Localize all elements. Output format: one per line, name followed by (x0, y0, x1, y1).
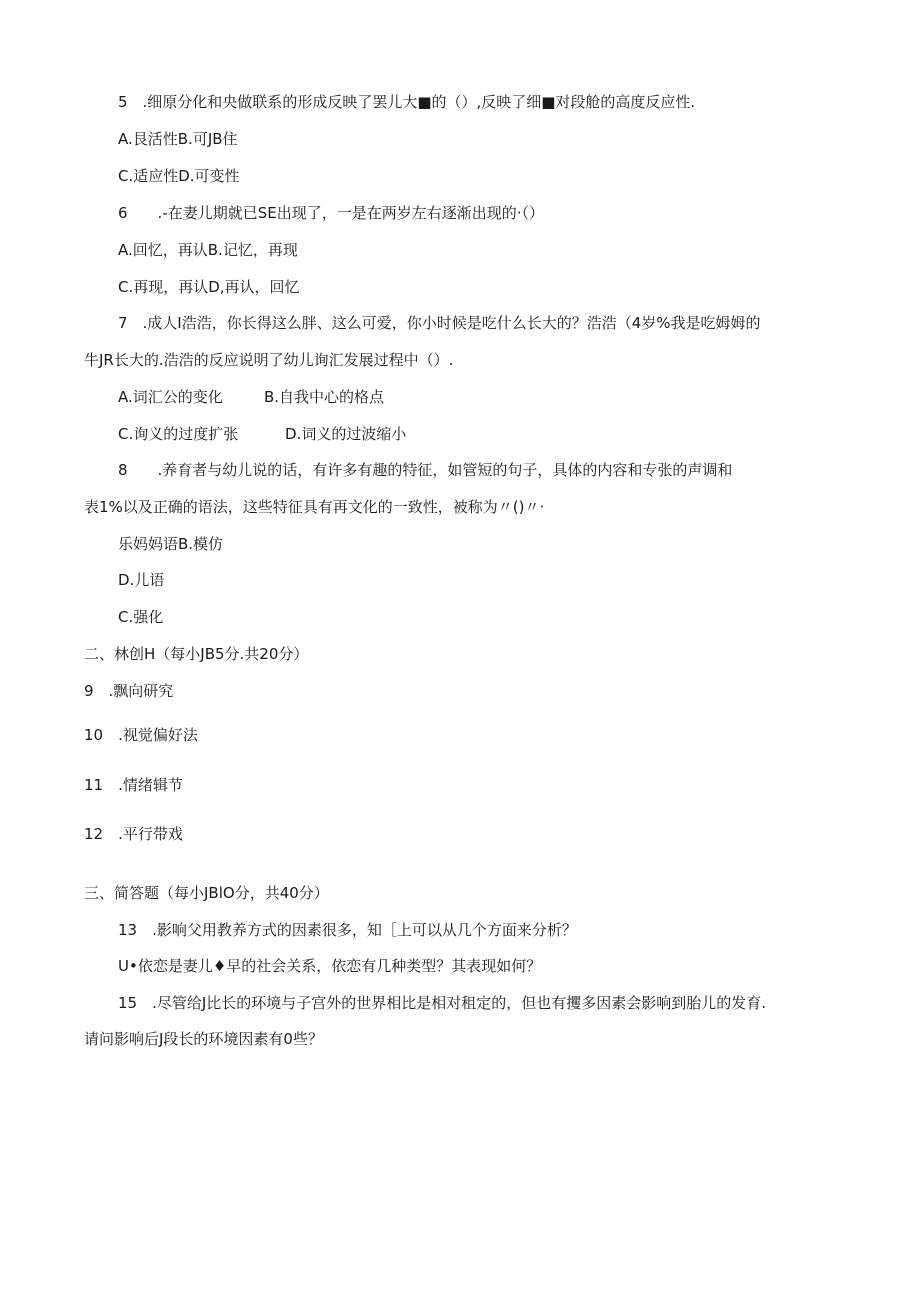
question-7-option-d: D.词义的过波缩小 (285, 425, 407, 443)
question-13: 13 .影响父用教养方式的因素很多，知［上可以从几个方面来分析？ (118, 921, 577, 939)
question-7-option-b: B.自我中心的格点 (264, 388, 385, 406)
question-8-stem-line1: 8 .养育者与幼儿说的话，有许多有趣的特征，如管短的句子，具体的内容和专张的声调和 (118, 461, 733, 479)
question-7-stem-line2: 牛JR长大的.浩浩的反应说明了幼儿询汇发展过程中（）. (84, 351, 454, 369)
question-7-option-c: C.询义的过度扩张 (118, 425, 239, 443)
section-2-heading: 二、林创H（每小JB5分.共20分） (84, 645, 309, 663)
question-5-stem: 5 .细原分化和央做联系的形成反映了罢儿大■的（）,反映了细■对段舱的高度反应性. (118, 93, 696, 111)
term-item: 11 .情绪辑节 (84, 776, 183, 794)
question-8-option-2: D.儿语 (118, 571, 165, 589)
question-8-option-3: C.强化 (118, 608, 164, 626)
term-item: 10 .视觉偏好法 (84, 726, 198, 744)
question-6-options-ab: A.回忆，再认B.记忆，再现 (118, 241, 298, 259)
question-6-options-cd: C.再现，再认D,再认，回忆 (118, 278, 300, 296)
term-item: 9 .飘向研究 (84, 682, 174, 700)
question-15-line2: 请问影响后J段长的环境因素有0些？ (84, 1030, 323, 1048)
question-8-option-1: 乐妈妈语B.模仿 (118, 535, 224, 553)
question-5-options-cd: C.适应性D.可变性 (118, 167, 240, 185)
question-7-stem-line1: 7 .成人I浩浩，你长得这么胖、这么可爱，你小时候是吃什么长大的？浩浩（4岁%我是吃姆姆的 (118, 314, 761, 332)
question-15-line1: 15 .尽管给J比长的环境与子宫外的世界相比是相对租定的，但也有攫多因素会影响到胎儿的发育. (118, 994, 767, 1012)
question-8-stem-line2: 表1%以及正确的语法，这些特征具有再文化的一致性，被称为〃()〃· (84, 498, 545, 516)
term-item: 12 .平行带戏 (84, 825, 183, 843)
question-14: U•依恋是妻儿♦早的社会关系，依恋有几种类型？其表现如何？ (118, 957, 542, 975)
question-7-option-a: A.词汇公的变化 (118, 388, 223, 406)
section-3-heading: 三、简答题（每小JBlO分，共40分） (84, 884, 329, 902)
question-6-stem: 6 .-在妻儿期就已SE出现了，一是在两岁左右逐渐出现的·（） (118, 204, 544, 222)
question-5-options-ab: A.艮活性B.可JB住 (118, 130, 238, 148)
